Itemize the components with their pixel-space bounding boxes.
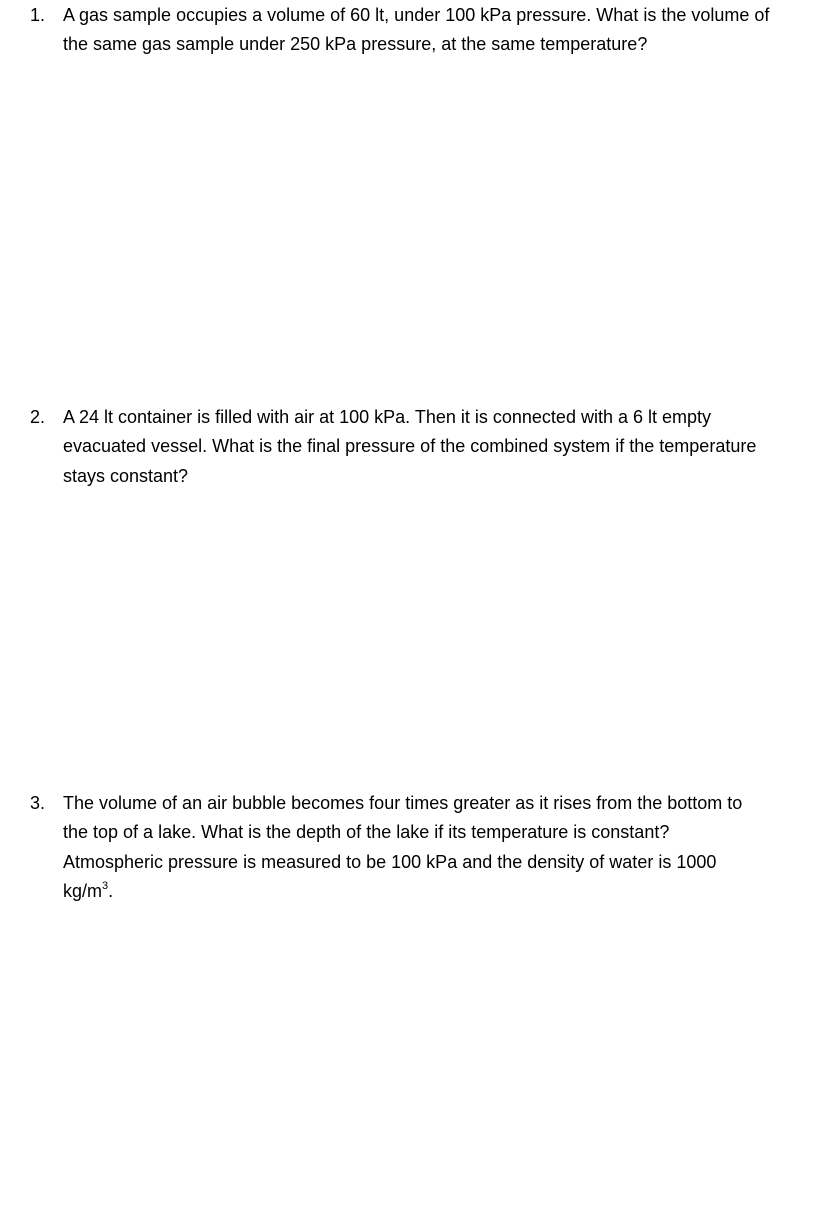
- question-line: stays constant?: [63, 465, 189, 486]
- question-number: 3.: [30, 793, 46, 813]
- question-line: evacuated vessel. What is the final pressure of the combined system if the temperature: [63, 436, 757, 457]
- question-line: the top of a lake. What is the depth of the lake if its temperature is constant?: [63, 822, 670, 843]
- question-line: The volume of an air bubble becomes four times greater as it rises from the bottom to: [63, 793, 743, 813]
- unit-base: kg/m: [63, 880, 103, 901]
- question-text: [63, 403, 816, 491]
- question-line: A 24 lt container is filled with air at 100 kPa. Then it is connected with a 6 lt empty: [63, 407, 712, 427]
- question-number: 1.: [30, 5, 46, 25]
- question-line: A gas sample occupies a volume of 60 lt, under 100 kPa pressure. What is the volume of: [63, 5, 770, 25]
- question-unit-line: [63, 877, 816, 906]
- question-number: 2.: [30, 407, 46, 427]
- unit-exponent: 3: [102, 879, 109, 892]
- question-line: Atmospheric pressure is measured to be 100 kPa and the density of water is 1000: [63, 851, 717, 872]
- question-text: [63, 1, 816, 60]
- question-line: the same gas sample under 250 kPa pressure, at the same temperature?: [63, 34, 648, 55]
- question-text: [63, 789, 816, 906]
- unit-suffix: .: [108, 880, 114, 901]
